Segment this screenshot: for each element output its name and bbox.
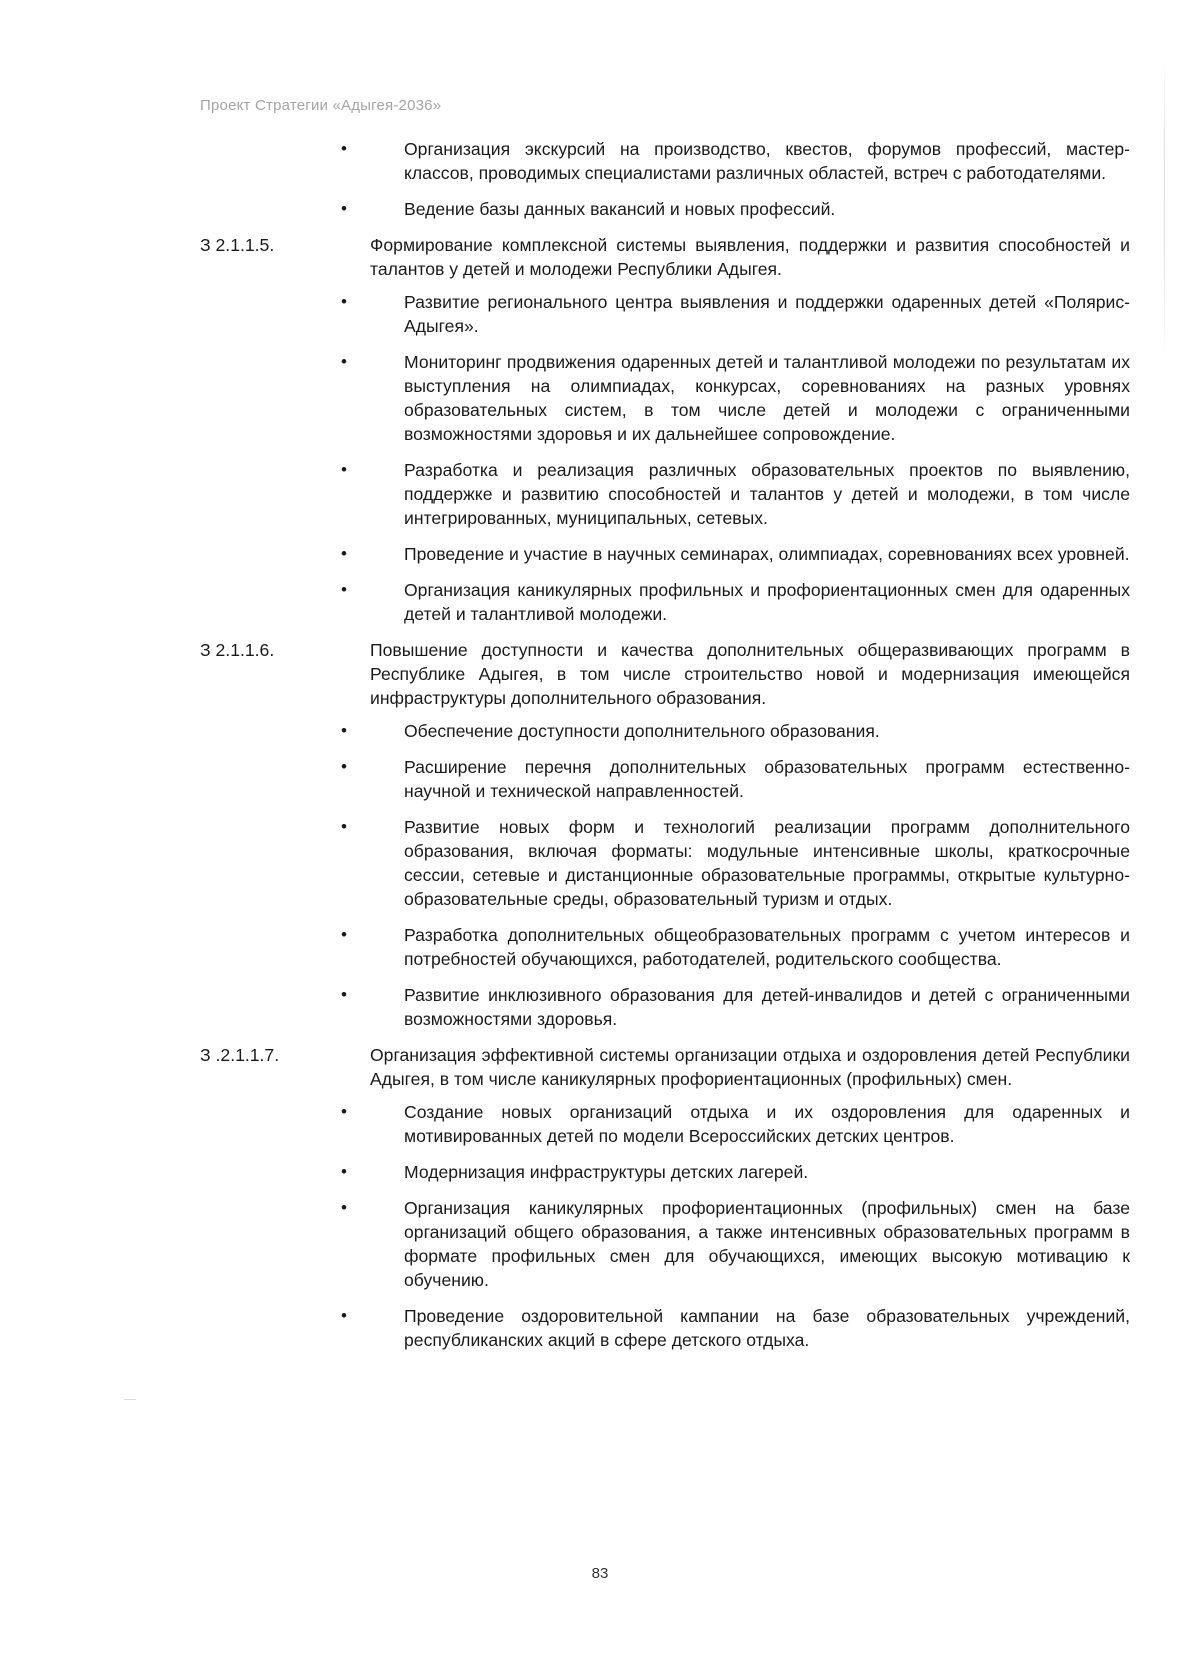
list-item: • Обеспечение доступности дополнительного образования. (341, 721, 880, 741)
bullet-icon: • (341, 925, 347, 944)
bullet-icon: • (341, 1162, 347, 1181)
page-number: 83 (591, 1565, 609, 1582)
bullet-icon: • (341, 1306, 347, 1325)
list-item: • Проведение и участие в научных семинарах, олимпиадах, соревнованиях всех уровней. (341, 544, 1130, 564)
list-item: • Расширение перечня дополнительных образовательных программ естественно-научной и технической направленностей. (341, 757, 1130, 801)
list-item: • Модернизация инфраструктуры детских лагерей. (341, 1162, 809, 1182)
intro-bullet-list (200, 137, 1130, 221)
bullet-icon: • (341, 1198, 347, 1217)
bullet-icon: • (341, 721, 347, 740)
section-title: Организация эффективной системы организации отдыха и оздоровления детей Республики Адыгея, в том числе каникулярных профориентационных (профильных) смен. (370, 1045, 1130, 1089)
section-title: Формирование комплексной системы выявления, поддержки и развития способностей и талантов у детей и молодежи Республики Адыгея. (370, 235, 1130, 279)
section-title: Повышение доступности и качества дополнительных общеразвивающих программ в Республике Адыгея, в том числе строительство новой и модернизация имеющейся инфраструктуры дополнительного образования. (370, 640, 1130, 708)
bullet-icon: • (341, 985, 347, 1004)
list-item: • Создание новых организаций отдыха и их оздоровления для одаренных и мотивированных детей по модели Всероссийских детских центров. (341, 1102, 1130, 1146)
bullet-icon: • (341, 817, 347, 836)
list-item: • Развитие новых форм и технологий реализации программ дополнительного образования, включая форматы: модульные интенсивные школы, краткосрочные сессии, сетевые и дистанционные образовательные программы, открытые культурно-образовательные среды, образовательный туризм и отдых. (341, 817, 1130, 909)
list-item: • Организация каникулярных профориентационных (профильных) смен на базе организаций общего образования, а также интенсивных образовательных программ в формате профильных смен для обучающихся, имеющих высокую мотивацию к обучению. (341, 1198, 1130, 1290)
list-item: • Ведение базы данных вакансий и новых профессий. (341, 199, 836, 219)
list-item: • Развитие инклюзивного образования для детей-инвалидов и детей с ограниченными возможностями здоровья. (341, 985, 1130, 1029)
bullet-icon: • (341, 580, 347, 599)
list-item: • Развитие регионального центра выявления и поддержки одаренных детей «Полярис-Адыгея». (341, 292, 1130, 336)
section-bullet-list (200, 290, 1130, 626)
list-item: • Разработка и реализация различных образовательных проектов по выявлению, поддержке и развитию способностей и талантов у детей и молодежи, в том числе интегрированных, муниципальных, сетевых. (341, 460, 1130, 528)
bullet-icon: • (341, 460, 347, 479)
section-heading (200, 1043, 1130, 1091)
document-header: Проект Стратегии «Адыгея-2036» (200, 97, 442, 114)
scan-artifact-mark (124, 1399, 136, 1400)
list-item: • Разработка дополнительных общеобразовательных программ с учетом интересов и потребностей обучающихся, работодателей, родительского сообщества. (341, 925, 1130, 969)
bullet-icon: • (341, 352, 347, 371)
section-number: З 2.1.1.5. (200, 235, 275, 255)
bullet-icon: • (341, 292, 347, 311)
document-body (200, 137, 1130, 1364)
bullet-icon: • (341, 544, 347, 563)
section-number: З .2.1.1.7. (200, 1045, 280, 1065)
bullet-icon: • (341, 139, 347, 158)
list-item: • Организация экскурсий на производство, квестов, форумов профессий, мастер-классов, проводимых специалистами различных областей, встреч с работодателями. (341, 139, 1130, 183)
bullet-icon: • (341, 199, 347, 218)
section-number: З 2.1.1.6. (200, 640, 275, 660)
bullet-icon: • (341, 1102, 347, 1121)
list-item: • Мониторинг продвижения одаренных детей и талантливой молодежи по результатам их выступления на олимпиадах, конкурсах, соревнованиях на разных уровнях образовательных систем, в том числе детей и молодежи с ограниченными возможностями здоровья и их дальнейшее сопровождение. (341, 352, 1130, 444)
section-heading (200, 233, 1130, 281)
bullet-icon: • (341, 757, 347, 776)
list-item: • Проведение оздоровительной кампании на базе образовательных учреждений, республиканских акций в сфере детского отдыха. (341, 1306, 1130, 1350)
section-heading (200, 638, 1130, 710)
scan-artifact-line (1164, 60, 1165, 360)
list-item: • Организация каникулярных профильных и профориентационных смен для одаренных детей и талантливой молодежи. (341, 580, 1130, 624)
section-bullet-list (200, 1100, 1130, 1352)
section-bullet-list (200, 719, 1130, 1031)
